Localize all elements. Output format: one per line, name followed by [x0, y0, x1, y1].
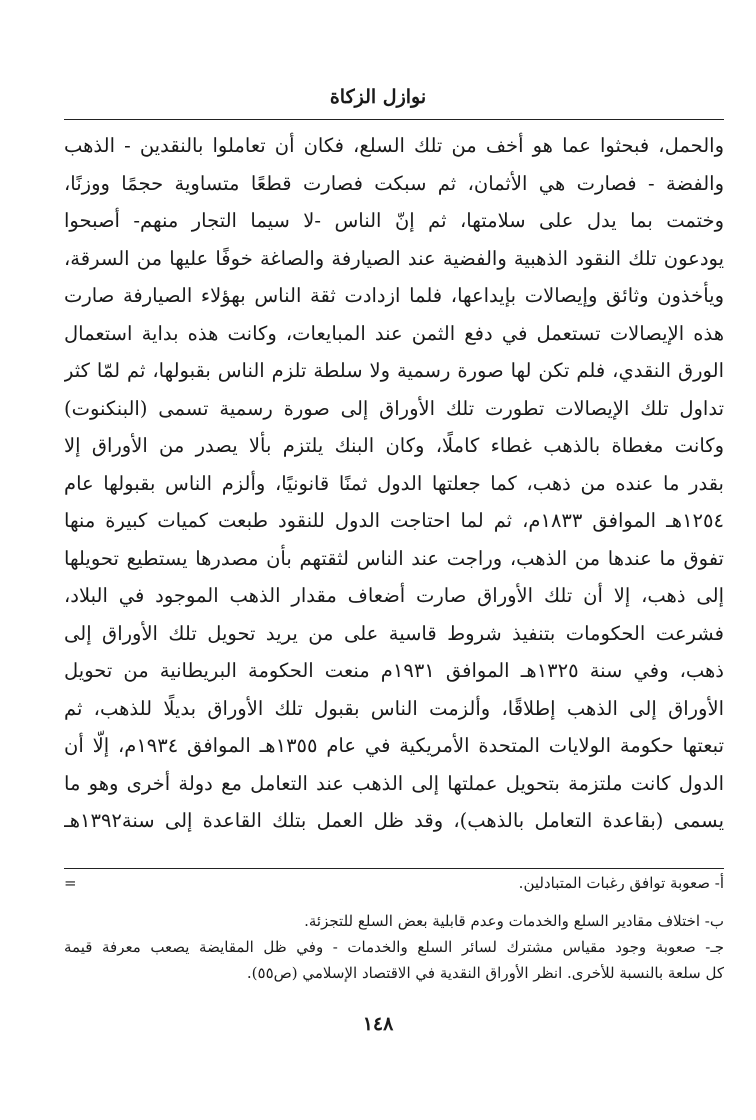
body-line: ويأخذون وثائق وإيصالات بإيداعها، فلما ازدادت ثقة الناس بهؤلاء الصيارفة صارت	[64, 284, 724, 307]
body-line: يودعون تلك النقود الذهبية والفضية عند الصيارفة والصاغة خوفًا عليها من السرقة،	[64, 246, 724, 270]
footnote-continuation-marker: =	[64, 874, 77, 892]
body-line: إلى ذهب، إلا أن تلك الأوراق صارت أضعاف مقدار الذهب الموجود في البلاد،	[64, 584, 724, 607]
running-head: نوازل الزكاة	[329, 86, 427, 108]
body-line: والفضة - فصارت هي الأثمان، ثم سبكت فصارت قطعًا متساوية حجمًا ووزنًا،	[64, 171, 724, 195]
footnote-line: جـ- صعوبة وجود مقياس مشترك لسائر السلع والخدمات - وفي ظل المقايضة يصعب معرفة قيمة	[64, 938, 724, 956]
body-line: الأوراق إلى الذهب إطلاقًا، وألزمت الناس بقبول تلك الأوراق بديلًا للذهب، ثم	[64, 696, 724, 720]
footnotes	[64, 870, 724, 986]
body-line: وختمت بما يدل على سلامتها، ثم إنّ الناس -لا سيما التجار منهم- أصبحوا	[64, 209, 724, 232]
header-rule	[64, 119, 724, 120]
body-line: وكانت مغطاة بالذهب غطاء كاملًا، وكان البنك يلتزم بألا يصدر من الأوراق إلا	[64, 434, 724, 457]
body-line: هذه الإيصالات تستعمل في دفع الثمن عند المبايعات، وكانت هذه بداية استعمال	[64, 321, 724, 345]
body-line: الدول كانت ملتزمة بتحويل عملتها إلى الذهب عند التعامل مع دولة أخرى وهو ما	[64, 771, 724, 795]
body-line: يسمى (بقاعدة التعامل بالذهب)، وقد ظل العمل بتلك القاعدة إلى سنة١٣٩٢هـ	[64, 809, 724, 832]
body-line: الورق النقدي، فلم تكن لها صورة رسمية ولا سلطة تلزم الناس بقبولها، ثم لمّا كثر	[64, 359, 724, 382]
body-line: ذهب، وفي سنة ١٣٢٥هـ الموافق ١٩٣١م منعت الحكومة البريطانية من تحويل	[64, 659, 724, 682]
body-text	[64, 127, 724, 840]
footnote-line: كل سلعة بالنسبة للأخرى. انظر الأوراق النقدية في الاقتصاد الإسلامي (ص٥٥).	[246, 964, 724, 982]
body-line: تفوق ما عندها من الذهب، وراجت عند الناس لثقتهم بأن مصدرها يستطيع تحويلها	[64, 546, 724, 570]
footnote-line: أ- صعوبة توافق رغبات المتبادلين.	[518, 874, 724, 892]
body-line: فشرعت الحكومات بتنفيذ شروط قاسية على من يريد تحويل تلك الأوراق إلى	[64, 621, 724, 645]
footnote-rule	[64, 868, 724, 869]
footnote-line: ب- اختلاف مقادير السلع والخدمات وعدم قابلية بعض السلع للتجزئة.	[304, 912, 724, 930]
body-line: ١٢٥٤هـ الموافق ١٨٣٣م، ثم لما احتاجت الدول للنقود طبعت كميات كبيرة منها	[64, 509, 724, 532]
body-line: تبعتها حكومة الولايات المتحدة الأمريكية في عام ١٣٥٥هـ الموافق ١٩٣٤م، إلّا أن	[64, 734, 724, 757]
page-number: ١٤٨	[362, 1013, 394, 1035]
body-line: والحمل، فبحثوا عما هو أخف من تلك السلع، فكان أن تعاملوا بالنقدين - الذهب	[64, 134, 724, 157]
body-line: تداول تلك الإيصالات تطورت تلك الأوراق إلى صورة رسمية تسمى (البنكنوت)	[64, 396, 724, 420]
body-line: بقدر ما عنده من ذهب، كما جعلتها الدول ثمنًا قانونيًا، وألزم الناس بقبولها عام	[64, 471, 724, 495]
